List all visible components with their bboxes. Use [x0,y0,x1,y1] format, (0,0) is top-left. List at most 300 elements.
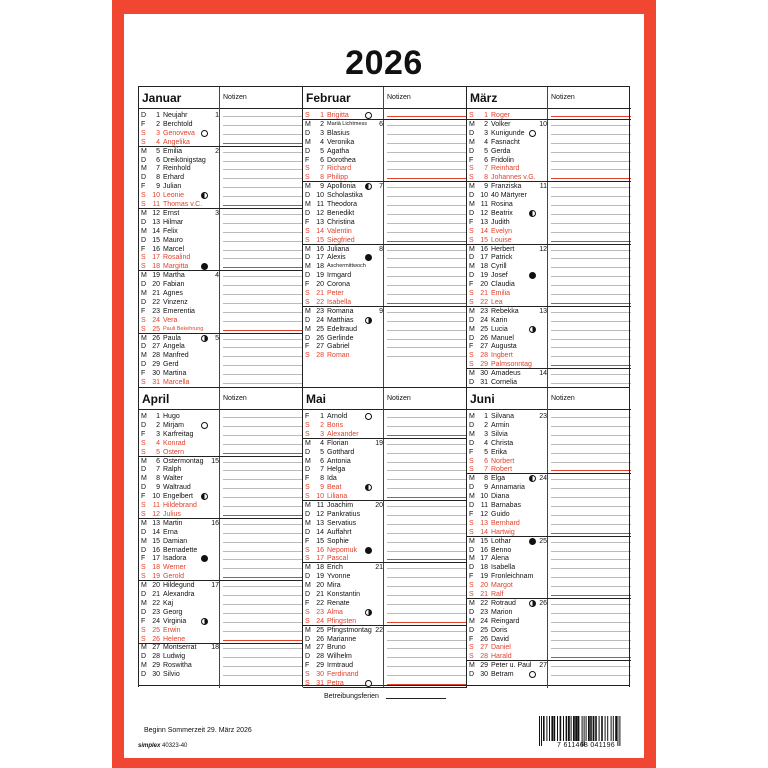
day-number: 10 [152,493,160,501]
name-day: Ida [327,475,337,483]
day-row [303,635,467,644]
day-number: 24 [316,316,324,324]
day-row [303,245,467,254]
weekday-letter: M [305,644,311,652]
day-number: 30 [152,370,160,378]
name-day: Hartwig [491,528,515,536]
day-number: 4 [156,138,160,146]
notes-line [551,258,631,259]
day-row [303,280,467,289]
name-day: Benedikt [327,209,355,217]
weekday-letter: M [305,245,311,253]
notes-line [223,223,303,224]
notes-line [551,622,631,623]
name-day: Corona [327,281,350,289]
day-number: 1 [484,112,488,119]
notes-line [387,622,467,623]
name-day: Valentin [327,227,352,235]
month-name: Mai [306,392,327,406]
name-day: Romana [327,307,354,315]
notes-line [223,604,303,605]
name-day: 40 Märtyrer [491,192,527,200]
notes-line [387,568,467,569]
weekday-letter: F [305,475,310,483]
day-row [139,626,303,635]
day-row [139,236,303,245]
notes-line [223,294,303,295]
name-day: Auffahrt [327,528,352,536]
name-day: Nepomuk [327,546,357,554]
moon-phase-icon [201,618,208,625]
notes-line [551,524,631,525]
day-number: 23 [480,608,488,616]
barcode-bar [590,716,592,741]
notes-line [387,223,467,224]
notes-line [551,383,631,384]
day-row [467,537,631,546]
day-number: 27 [316,343,324,351]
day-number: 24 [480,617,488,625]
weekday-letter: S [469,352,474,360]
name-day: Liliana [327,493,348,501]
day-number: 14 [316,528,324,536]
month-name: Januar [142,91,182,105]
day-number: 11 [316,201,324,208]
name-day: Alexander [327,430,359,438]
day-number: 10 [152,192,160,200]
day-row [467,334,631,343]
day-number: 19 [480,573,488,581]
name-day: Cornelia [491,379,518,386]
weekday-letter: F [305,662,310,670]
day-row [139,351,303,360]
name-day: Hugo [163,413,180,420]
notes-line [551,462,631,463]
name-day: Reinhold [163,165,191,173]
name-day: Beat [327,484,342,492]
day-number: 30 [316,671,324,679]
weekday-letter: M [305,201,311,208]
notes-line [223,648,303,649]
notes-line [387,276,467,277]
name-day: Rosalind [163,254,191,262]
name-day: Virginia [163,617,187,625]
notes-line [223,524,303,525]
weekday-letter: D [469,671,475,679]
notes-line [387,470,467,471]
day-number: 9 [320,484,324,492]
day-row [139,325,303,334]
day-row [303,111,467,120]
name-day: Martina [163,370,187,378]
notes-line [223,330,303,331]
day-number: 18 [316,564,324,572]
name-day: Renate [327,599,350,607]
name-day: Konstantin [327,591,361,598]
notes-line [223,631,303,632]
weekday-letter: D [141,528,147,536]
name-day: Ferdinand [327,671,359,679]
name-day: Fronleichnam [491,573,534,581]
day-number: 5 [484,147,488,155]
name-day: Blasius [327,129,350,137]
day-number: 7 [156,165,160,173]
notes-line [387,640,467,641]
day-number: 27 [152,343,160,351]
weekday-letter: S [469,528,474,536]
weekday-letter: D [469,254,475,262]
notes-line [223,453,303,454]
weekday-letter: M [305,626,311,634]
day-number: 13 [152,519,160,527]
weekday-letter: D [305,192,311,200]
name-day: Gerold [163,573,185,581]
day-number: 19 [316,573,324,581]
day-row [139,360,303,369]
week-number: 13 [539,307,547,315]
day-number: 15 [152,537,160,545]
day-row [139,156,303,165]
day-row [467,652,631,661]
name-day: Alexis [327,254,346,262]
notes-line [223,462,303,463]
name-day: Matthias [327,316,354,324]
day-number: 2 [484,421,488,429]
weekday-letter: D [141,236,147,244]
name-day: Lea [491,298,503,306]
day-number: 3 [156,430,160,438]
day-number: 9 [156,484,160,492]
day-number: 19 [316,272,324,280]
day-row [303,334,467,343]
name-day: Helene [163,635,186,643]
day-number: 6 [156,156,160,164]
day-number: 18 [480,564,488,572]
name-day: Bernhard [491,519,520,527]
notes-line [387,444,467,445]
notes-line [223,152,303,153]
name-day: Pascal [327,555,349,563]
notes-label: Notizen [387,395,411,402]
day-number: 7 [156,466,160,474]
day-number: 18 [152,564,160,572]
name-day: Agnes [163,290,183,297]
day-row [139,191,303,200]
day-number: 13 [152,218,160,226]
notes-line [223,356,303,357]
notes-line [223,657,303,658]
day-row [467,430,631,439]
name-day: Scholastika [327,192,363,200]
moon-phase-icon [365,680,372,687]
name-day: Franziska [491,183,522,191]
day-row [303,554,467,563]
day-row [139,652,303,661]
name-day: Amadeus [491,370,521,378]
notes-line [387,321,467,322]
day-number: 15 [152,236,160,244]
day-row [139,572,303,581]
weekday-letter: M [141,599,147,607]
weekday-letter: F [141,493,146,501]
day-number: 28 [316,653,324,661]
weekday-letter: D [469,129,475,137]
day-number: 26 [316,635,324,643]
weekday-letter: F [305,343,310,351]
day-number: 7 [320,466,324,474]
weekday-letter: D [469,608,475,616]
notes-line [387,613,467,614]
day-row [467,360,631,369]
day-row [303,590,467,599]
day-row [303,519,467,528]
notes-line [551,577,631,578]
barcode-bar [601,716,603,741]
weekday-letter: M [469,183,475,191]
name-day: Patrick [491,254,513,262]
day-number: 18 [316,263,324,271]
notes-line [387,435,467,436]
weekday-letter: F [469,218,474,226]
day-row [139,200,303,209]
day-number: 7 [484,466,488,474]
day-number: 15 [480,537,488,545]
day-number: 14 [480,528,488,536]
notes-line [387,666,467,667]
day-row [303,351,467,360]
name-day: Marcel [163,245,185,253]
day-number: 5 [484,448,488,456]
notes-line [223,116,303,117]
weekday-letter: D [469,379,475,386]
weekday-letter: M [141,475,147,483]
weekday-letter: M [469,245,475,253]
name-day: Dorothea [327,156,356,164]
name-day: Marion [491,608,513,616]
name-day: Peter [327,290,344,297]
notes-line [387,417,467,418]
weekday-letter: F [469,573,474,581]
weekday-letter: D [469,626,475,634]
year-title: 2026 [345,44,423,82]
day-row [139,298,303,307]
weekday-letter: D [141,484,147,492]
name-day: Armin [491,421,510,429]
moon-phase-icon [529,130,536,137]
grid-right-border [629,87,630,687]
day-number: 21 [480,591,488,598]
weekday-letter: M [469,493,475,501]
name-day: Paula [163,334,181,342]
day-number: 22 [316,298,324,306]
notes-line [551,356,631,357]
betreibungsferien-label: Betreibungsferien [324,693,379,700]
day-number: 4 [320,439,324,447]
notes-line [387,152,467,153]
notes-line [387,339,467,340]
notes-line [551,330,631,331]
name-day: Alexandra [163,591,195,598]
day-row [467,563,631,572]
notes-line [223,276,303,277]
weekday-letter: M [141,290,147,297]
day-row [303,643,467,652]
weekday-letter: F [469,156,474,164]
notes-line [551,321,631,322]
day-row [467,111,631,120]
day-number: 4 [484,138,488,146]
notes-line [223,497,303,498]
notes-line [551,365,631,366]
weekday-letter: D [305,129,311,137]
day-number: 2 [320,421,324,429]
name-day: Ingbert [491,352,513,360]
notes-line [551,542,631,543]
day-row [139,661,303,670]
weekday-letter: D [469,564,475,572]
day-number: 8 [156,174,160,182]
day-row [139,262,303,271]
name-day: Emilia [491,290,511,297]
day-number: 28 [480,352,488,360]
notes-line [387,161,467,162]
day-number: 14 [152,528,160,536]
weekday-letter: F [141,245,146,253]
name-day: Erich [327,564,343,572]
weekday-letter: S [469,457,474,465]
day-row [303,138,467,147]
weekday-letter: F [469,510,474,518]
notes-line [387,586,467,587]
day-number: 29 [152,662,160,670]
weekday-letter: F [141,555,146,563]
weekday-letter: S [469,644,474,652]
day-row [467,227,631,236]
day-number: 1 [320,112,324,119]
name-day: Roswitha [163,662,192,670]
name-day: Vinzenz [163,298,188,306]
notes-line [223,339,303,340]
barcode-bar [588,716,590,741]
day-row [139,635,303,644]
day-row [303,465,467,474]
day-number: 26 [152,334,160,342]
day-row [303,342,467,351]
day-number: 17 [152,555,160,563]
notes-line [223,383,303,384]
weekday-letter: M [305,457,311,465]
day-row [139,218,303,227]
day-row [139,528,303,537]
weekday-letter: D [469,147,475,155]
name-day: Bruno [327,644,346,652]
day-number: 28 [152,653,160,661]
weekday-letter: M [305,183,311,191]
week-number: 4 [215,272,219,280]
barcode-bar [571,716,572,741]
day-row [139,271,303,280]
day-number: 12 [316,209,324,217]
notes-line [387,631,467,632]
weekday-letter: F [305,281,310,289]
day-row [303,581,467,590]
weekday-letter: S [141,325,146,333]
day-row [303,439,467,448]
article-number: 40323-40 [162,743,188,749]
name-day: Konrad [163,439,186,447]
day-number: 11 [152,201,160,208]
day-number: 29 [316,662,324,670]
day-row [467,236,631,245]
name-day: Agatha [327,147,350,155]
weekday-letter: D [141,112,147,119]
day-row [139,378,303,387]
notes-line [223,479,303,480]
day-row [303,164,467,173]
name-day: Fasnacht [491,138,520,146]
notes-line [223,214,303,215]
weekday-letter: M [305,120,311,128]
day-row [139,147,303,156]
day-row [139,483,303,492]
day-number: 11 [316,502,324,509]
day-row [303,572,467,581]
notes-line [551,640,631,641]
day-row [467,670,631,679]
weekday-letter: F [469,448,474,456]
day-number: 15 [480,236,488,244]
notes-line [223,187,303,188]
notes-line [551,648,631,649]
weekday-letter: D [305,466,311,474]
notes-line [387,453,467,454]
notes-line [551,666,631,667]
name-day: Karin [491,316,508,324]
weekday-letter: M [305,502,311,509]
notes-line [387,577,467,578]
week-number: 26 [539,599,547,607]
name-day: Irmgard [327,272,352,280]
name-day: Thomas v.C. [163,201,203,208]
day-row [303,147,467,156]
day-row [467,448,631,457]
notes-label: Notizen [551,395,575,402]
day-row [303,661,467,670]
notes-line [387,524,467,525]
weekday-letter: S [469,298,474,306]
day-row [139,316,303,325]
day-number: 3 [320,129,324,137]
weekday-letter: M [141,519,147,527]
moon-phase-icon [529,538,536,545]
notes-line [387,657,467,658]
name-day: Margot [491,582,513,590]
day-row [467,209,631,218]
name-day: Erika [491,448,507,456]
weekday-letter: D [141,343,147,351]
day-row [303,289,467,298]
week-number: 8 [379,245,383,253]
day-number: 10 [480,192,488,200]
name-day: Montserrat [163,644,197,652]
name-day: Margitta [163,263,189,271]
weekday-letter: M [305,582,311,590]
weekday-letter: S [469,174,474,182]
name-day: Mirjam [163,421,184,429]
notes-line [551,169,631,170]
notes-line [223,515,303,516]
name-day: Richard [327,165,352,173]
